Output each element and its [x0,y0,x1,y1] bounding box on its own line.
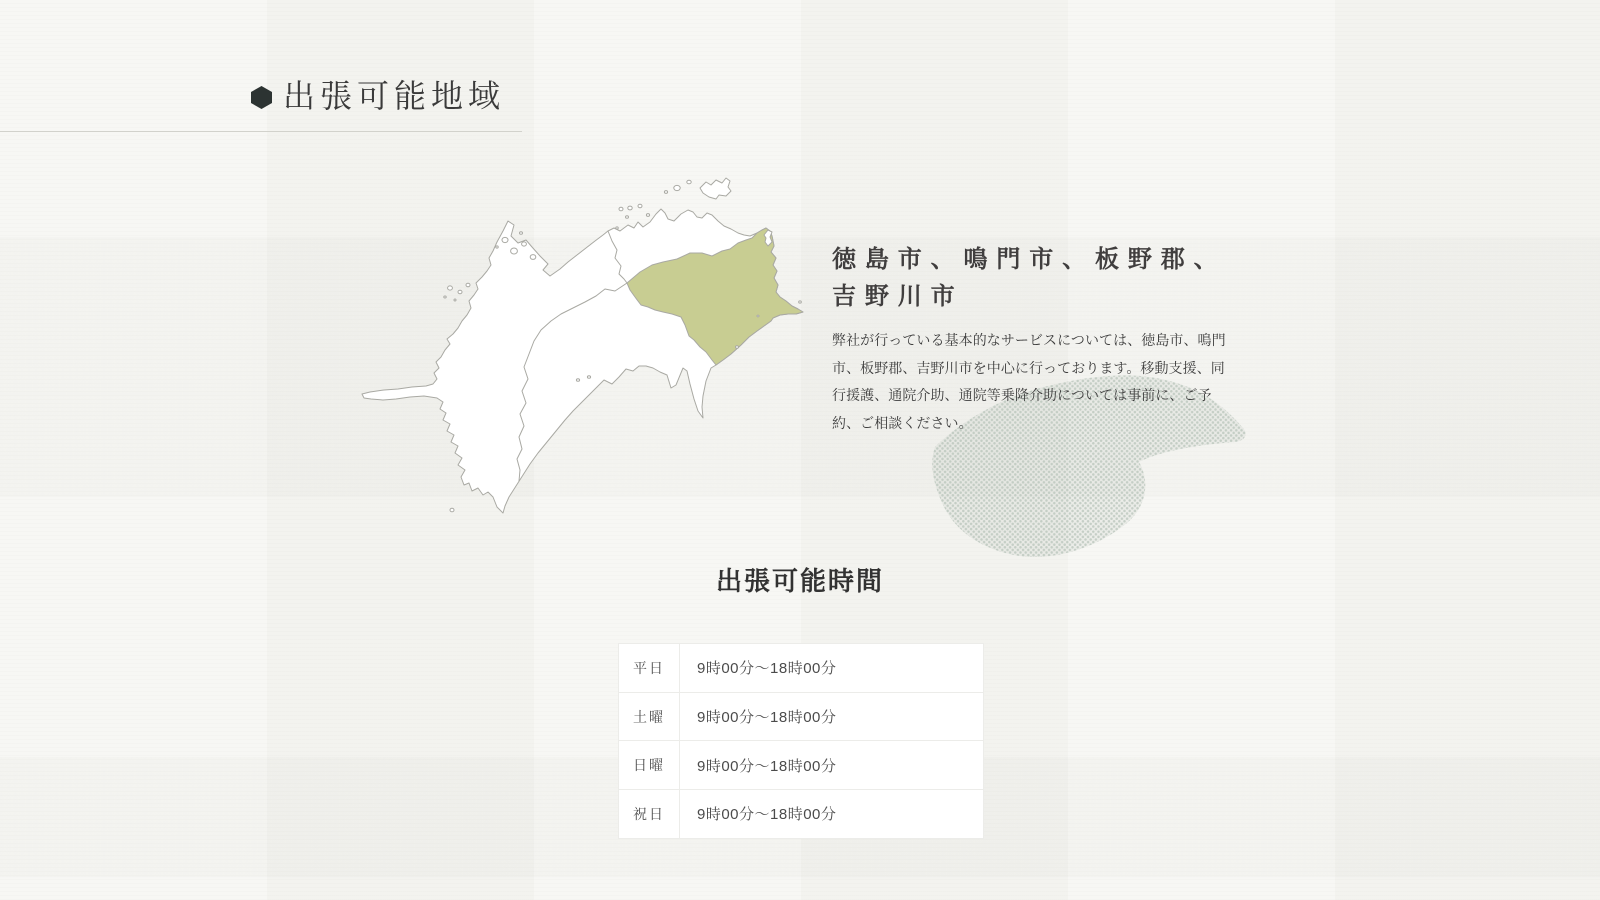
hours-time-cell: 9時00分〜18時00分 [697,757,837,775]
hours-title: 出張可能時間 [715,566,884,596]
island [458,290,462,293]
hours-day-cell: 祝日 [619,790,680,838]
service-area-description: 弊社が行っている基本的なサービスについては、徳島市、鳴門市、板野郡、吉野川市を中心に行っております。移動支援、同行援護、通院介助、通院等乗降介助については事前に、ご予約、ご相談ください。 [832,332,1226,431]
section-header [0,0,1600,160]
hours-time-cell: 9時00分〜18時00分 [697,660,837,678]
island [502,237,508,242]
island [522,242,527,246]
hours-table-row [619,644,983,693]
hours-table-row [619,741,983,790]
island [511,248,518,254]
island [687,180,691,184]
hours-day-cell: 平日 [619,644,680,692]
hours-table [618,643,984,839]
island [520,232,523,235]
island [799,301,802,303]
island [674,185,680,190]
island [736,346,739,349]
island [616,227,618,229]
island [454,299,456,301]
island [466,283,470,286]
island-shodoshima [700,178,731,199]
island [628,206,632,210]
hours-day-cell: 土曜 [619,693,680,741]
island [444,296,446,298]
service-area-heading: 徳島市、鳴門市、板野郡、吉野川市 [832,246,1227,310]
hours-table-row [619,790,983,838]
island [646,214,649,217]
hours-time-cell: 9時00分〜18時00分 [697,806,837,824]
island [448,286,453,290]
island [638,204,642,207]
hexagon-bullet-icon [251,86,272,109]
island [450,508,454,512]
island [626,216,629,219]
section-title: 出張可能地域 [283,78,506,114]
shikoku-map [358,160,808,522]
island [576,379,579,382]
island [664,191,667,194]
island [496,246,498,248]
hours-day-cell: 日曜 [619,741,680,789]
island [757,315,759,317]
island [587,376,590,379]
hours-time-cell: 9時00分〜18時00分 [697,709,837,727]
island [530,255,536,260]
header-divider-line [0,131,522,132]
island [619,207,623,211]
hours-table-row [619,693,983,742]
